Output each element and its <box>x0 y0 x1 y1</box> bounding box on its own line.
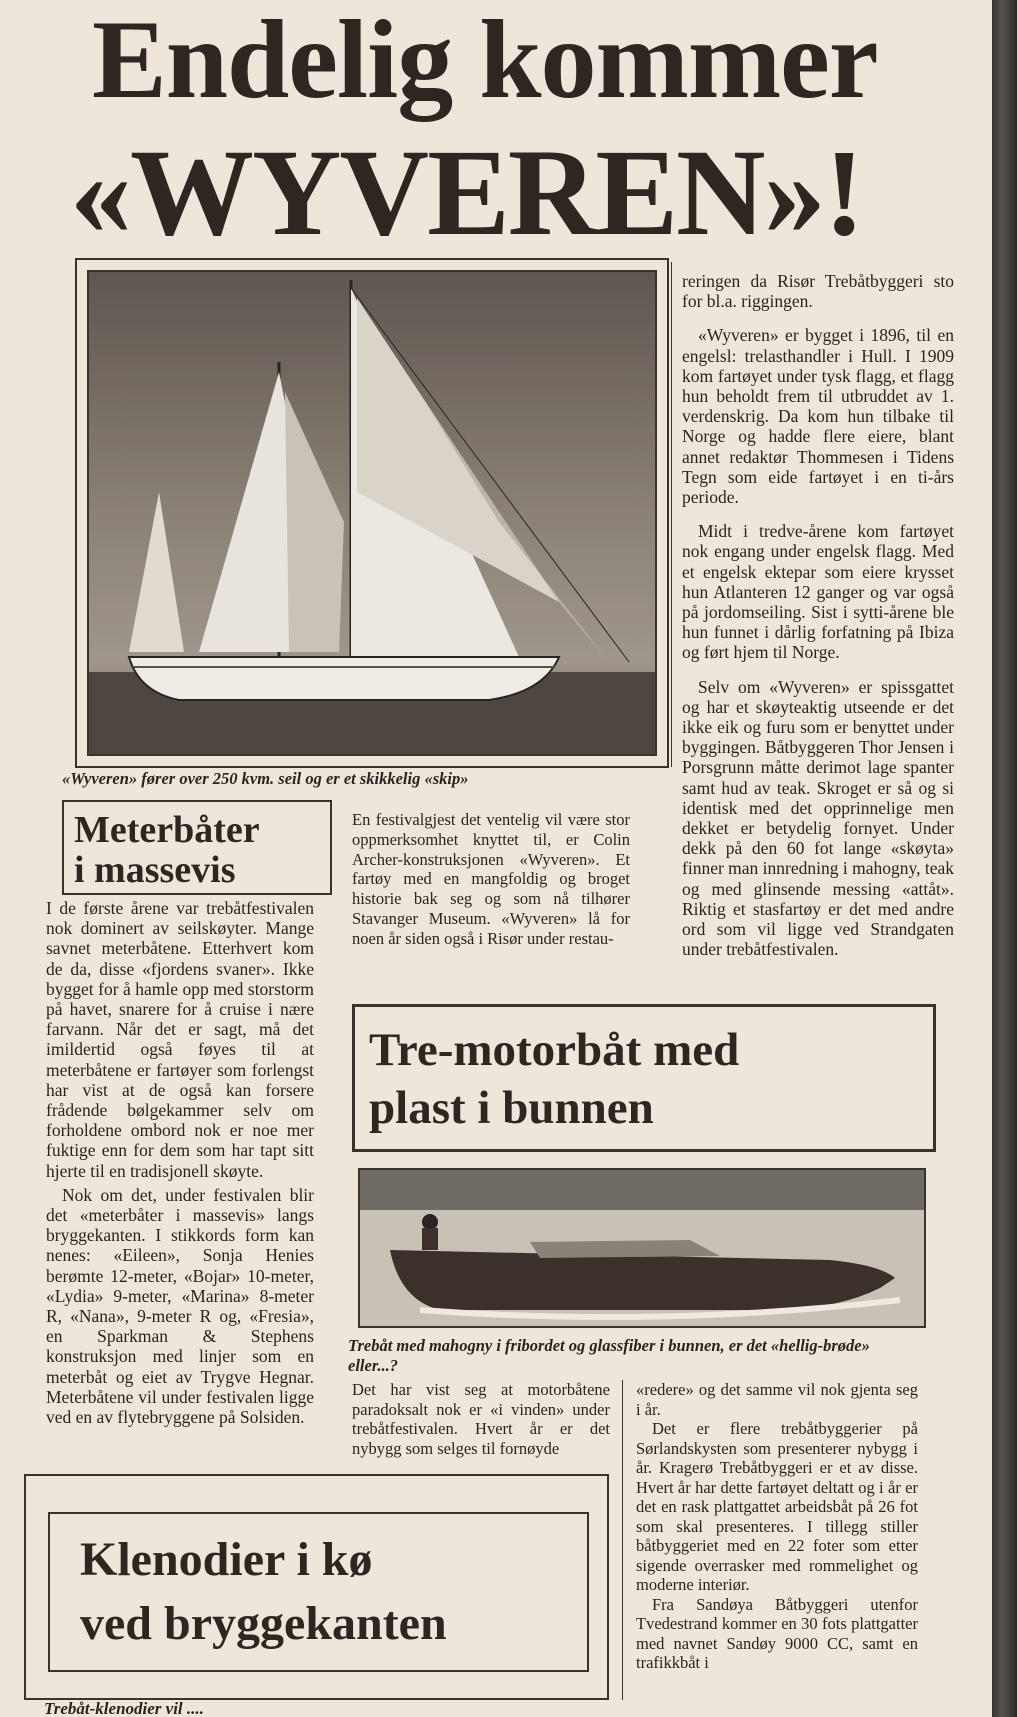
tremotor-heading-line-1: Tre-motorbåt med <box>369 1024 740 1076</box>
klenodier-heading-line-1: Klenodier i kø <box>80 1533 373 1586</box>
meterbater-paragraph-1: I de første årene var trebåtfestivalen nok dominert av seilskøyter. Mange savnet meterbåtene. Etterhvert kom de da, disse «fjordens svaner». Ikke bygget for å hamle opp med storstorm på havet, snarere for å cruise i nære farvann. Når det er sagt, må det imildertid også føyes til at meterbåtene er fartøyer som forlengst har vist at de også kan forsere frådende bølgekammer selv om forholdene ombord nok er noe mer fuktige enn for dem som har tapt sitt hjerte til en tradisjonell skøyte. <box>46 898 314 1181</box>
klenodier-heading-inner <box>48 1512 589 1672</box>
right-column-text <box>682 271 954 960</box>
tremotor-heading-line-2: plast i bunnen <box>369 1082 654 1134</box>
speedboat-caption: Trebåt med mahogny i fribordet og glassfiber i bunnen, er det «hellig-brøde» eller...? <box>348 1336 870 1375</box>
adjacent-page-edge <box>992 0 1017 1717</box>
speedboat-illustration <box>360 1170 924 1326</box>
tremotor-col-2 <box>636 1380 918 1673</box>
middle-column-text <box>352 810 630 949</box>
tremotor-heading-box <box>352 1004 936 1152</box>
tremotor-col2-paragraph-1: «redere» og det samme vil nok gjenta seg i år. <box>636 1380 918 1419</box>
meterbater-paragraph-2: Nok om det, under festivalen blir det «meterbåter i massevis» langs bryggekanten. I stikkords form kan nenes: «Eileen», Sonja Henies berømte 12-meter, «Bojar» 10-meter, «Lydia» 9-meter, «Marina» 8-meter R, «Nana», 9-meter R og, «Fresia», en Sparkman & Stephens konstruksjon med linjer som en meterbåt og eiet av Trygve Hegnar. Meterbåtene vil under festivalen ligge ved en av flytebryggene på Solsiden. <box>46 1184 314 1428</box>
right-paragraph-3: Midt i tredve-årene kom fartøyet nok engang under engelsk flagg. Med et engelsk ektepar som eiere krysset hun Atlanteren 12 ganger og var også på jordomseiling. Sist i sytti-årene ble hun funnet i dårlig forfatning på Ibiza og ført hjem til Norge. <box>682 521 954 663</box>
tremotor-col2-paragraph-3: Fra Sandøya Båtbyggeri utenfor Tvedestrand kommer en 30 fots plattgatter med navnet Sandøy 9000 CC, samt en trafikkbåt i <box>636 1594 918 1672</box>
headline-line-1: Endelig kommer <box>92 0 878 122</box>
headline-line-2: «WYVEREN»! <box>70 124 863 261</box>
meterbater-body <box>46 898 314 1427</box>
klenodier-heading-box <box>24 1474 609 1700</box>
right-paragraph-2: «Wyveren» er bygget i 1896, til en engelsl: trelasthandler i Hull. I 1909 kom fartøyet under tysk flagg, et flagg hun beholdt frem til utbruddet av 1. verdenskrig. Da kom hun tilbake til Norge og hadde flere eiere, blant annet redaktør Thommesen i Tidens Tegn som eide fartøyet i en ti-års periode. <box>682 325 954 508</box>
right-paragraph-4: Selv om «Wyveren» er spissgattet og har et skøyteaktig utseende er det ikke eik og furu som er benyttet under byggingen. Båtbyggeren Thor Jensen i Porsgrunn måtte derimot lage spanter samt hud av teak. Skroget er så og si identisk med det opprinnelige men dekket er betydelig fornyet. Under dekk på den 60 fot lange «skøyta» finner man innredning i mahogny, teak og med glinsende messing «attåt». Riktig et stasfartøy er det med andre ord som vil ligge ved Strandgaten under trebåtfestivalen. <box>682 676 954 960</box>
column-rule <box>622 1380 623 1700</box>
main-photo-frame <box>75 258 669 768</box>
tremotor-col2-paragraph-2: Det er flere trebåtbyggerier på Sørlandskysten som presenterer nybygg i år. Kragerø Trebåtbyggeri er et av disse. Hvert år har dette fartøyet deltatt og i år er det en rask plattgattet arbeidsbåt på 26 fot som skal presenteres. I tillegg stiller båtbyggeriet med en 22 foter som etter sigende overrasker med rommelighet og moderne interiør. <box>636 1419 918 1594</box>
tremotor-col1-paragraph: Det har vist seg at motorbåtene paradoksalt nok er «i vinden» under trebåtfestivalen. Hvert år er det nybygg som selges til fornøyde <box>352 1380 610 1458</box>
right-paragraph-1: reringen da Risør Trebåtbyggeri sto for bl.a. riggingen. <box>682 271 954 312</box>
meterbater-heading-line-2: i massevis <box>74 849 236 891</box>
meterbater-heading-box <box>62 800 332 895</box>
column-rule <box>671 262 672 767</box>
speedboat-photo <box>358 1168 926 1328</box>
meterbater-heading-line-1: Meterbåter <box>74 809 260 851</box>
tremotor-col-1 <box>352 1380 610 1458</box>
main-photo-caption: «Wyveren» fører over 250 kvm. seil og er et skikkelig «skip» <box>62 769 469 788</box>
klenodier-caption: Trebåt-klenodier vil .... <box>44 1699 204 1717</box>
middle-paragraph: En festivalgjest det ventelig vil være stor oppmerksomhet knyttet til, er Colin Archer-konstruksjonen «Wyveren». Et fartøy med en mangfoldig og broget historie bak seg og som nå tilhører Stavanger Museum. «Wyveren» lå for noen år siden også i Risør under restau- <box>352 810 630 948</box>
sailing-ship-photo <box>87 270 657 756</box>
sailing-ship-illustration <box>89 272 657 756</box>
klenodier-heading-line-2: ved bryggekanten <box>80 1597 447 1650</box>
